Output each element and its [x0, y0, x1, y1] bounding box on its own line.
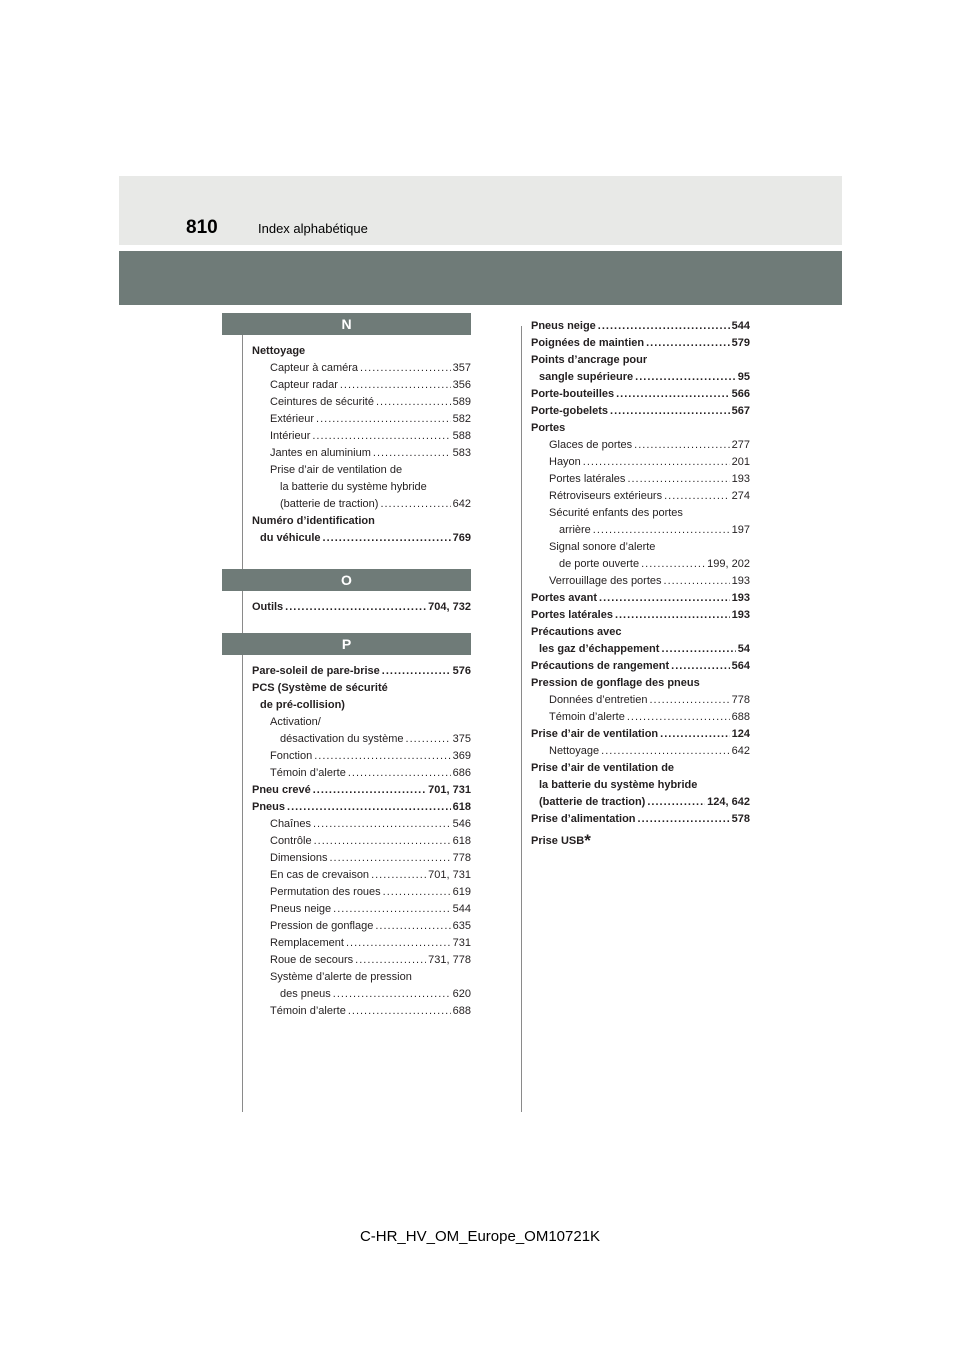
- index-entry: les gaz d’échappement ..... 54: [531, 641, 750, 658]
- index-entry: (batterie de traction) ..... 642: [252, 496, 471, 513]
- index-entry: Porte-bouteilles ..... 566: [531, 386, 750, 403]
- index-entry: Pneus ..... 618: [252, 799, 471, 816]
- page-number: 810: [186, 217, 218, 238]
- index-entry: des pneus ..... 620: [252, 986, 471, 1003]
- index-entry: Chaînes ..... 546: [252, 816, 471, 833]
- section-letter-p: P: [222, 633, 471, 655]
- index-entry: Témoin d’alerte ..... 688: [531, 709, 750, 726]
- index-entry: Pare-soleil de pare-brise ..... 576: [252, 663, 471, 680]
- index-entry: Intérieur ..... 588: [252, 428, 471, 445]
- index-entry: Prise d’alimentation ..... 578: [531, 811, 750, 828]
- header-dark-band: [119, 251, 842, 305]
- index-entry: Capteur radar ..... 356: [252, 377, 471, 394]
- index-entry: Glaces de portes ..... 277: [531, 437, 750, 454]
- index-entry: Données d’entretien ..... 778: [531, 692, 750, 709]
- index-entry: Portes: [531, 422, 566, 434]
- column-divider-right: [521, 326, 522, 1112]
- index-entry: Portes avant ..... 193: [531, 590, 750, 607]
- index-entry: Sécurité enfants des portes: [549, 507, 683, 519]
- index-entry: Précautions avec: [531, 626, 622, 638]
- index-entry: Témoin d’alerte ..... 686: [252, 765, 471, 782]
- index-entry: Ceintures de sécurité ..... 589: [252, 394, 471, 411]
- index-entry: désactivation du système ..... 375: [252, 731, 471, 748]
- index-entry: Nettoyage: [252, 345, 306, 357]
- index-entry: Portes latérales ..... 193: [531, 607, 750, 624]
- index-entry: Signal sonore d’alerte: [549, 541, 656, 553]
- header-band: [119, 176, 842, 245]
- index-entry: la batterie du système hybride: [539, 779, 698, 791]
- index-entry: Outils ..... 704, 732: [252, 599, 471, 616]
- column-divider-left: [242, 326, 243, 1112]
- index-entry: Précautions de rangement ..... 564: [531, 658, 750, 675]
- index-entry: PCS (Système de sécurité: [252, 682, 388, 694]
- index-entry: Pression de gonflage des pneus: [531, 677, 700, 689]
- index-entry: Dimensions ..... 778: [252, 850, 471, 867]
- index-entry: Porte-gobelets ..... 567: [531, 403, 750, 420]
- index-entry: Pneu crevé ..... 701, 731: [252, 782, 471, 799]
- index-entry: Points d’ancrage pour: [531, 354, 648, 366]
- index-entry: Portes latérales ..... 193: [531, 471, 750, 488]
- page-title: Index alphabétique: [258, 221, 368, 236]
- index-entry: Prise d’air de ventilation de: [270, 464, 403, 476]
- index-entry: Activation/: [270, 716, 321, 728]
- index-entry: Roue de secours ..... 731, 778: [252, 952, 471, 969]
- index-entry: Verrouillage des portes ..... 193: [531, 573, 750, 590]
- index-entry: Prise d’air de ventilation ..... 124: [531, 726, 750, 743]
- index-entry: Poignées de maintien ..... 579: [531, 335, 750, 352]
- index-column-left: [252, 313, 471, 1020]
- index-entry: de pré-collision): [260, 699, 345, 711]
- index-entry: Nettoyage ..... 642: [531, 743, 750, 760]
- footnote-asterisk: *: [584, 831, 591, 850]
- index-entry: Rétroviseurs extérieurs ..... 274: [531, 488, 750, 505]
- index-entry: du véhicule ..... 769: [252, 530, 471, 547]
- index-entry: Pneus neige ..... 544: [531, 318, 750, 335]
- index-entry: Prise USB*: [531, 831, 591, 850]
- document-code-footer: C-HR_HV_OM_Europe_OM10721K: [359, 1228, 601, 1245]
- index-entry: arrière ..... 197: [531, 522, 750, 539]
- index-entry: sangle supérieure ..... 95: [531, 369, 750, 386]
- index-entry: Remplacement ..... 731: [252, 935, 471, 952]
- index-entry: la batterie du système hybride: [280, 481, 427, 493]
- index-entry: Jantes en aluminium ..... 583: [252, 445, 471, 462]
- index-column-right: [531, 318, 750, 849]
- index-entry: Numéro d’identification: [252, 515, 375, 527]
- index-entry: Système d’alerte de pression: [270, 971, 412, 983]
- section-letter-o: O: [222, 569, 471, 591]
- section-letter-n: N: [222, 313, 471, 335]
- index-entry: Fonction ..... 369: [252, 748, 471, 765]
- index-entry: Pneus neige ..... 544: [252, 901, 471, 918]
- index-entry: Pression de gonflage ..... 635: [252, 918, 471, 935]
- index-entry: Capteur à caméra ..... 357: [252, 360, 471, 377]
- index-entry: Prise d’air de ventilation de: [531, 762, 675, 774]
- index-entry: En cas de crevaison ..... 701, 731: [252, 867, 471, 884]
- index-entry: (batterie de traction) ..... 124, 642: [531, 794, 750, 811]
- index-entry: Permutation des roues ..... 619: [252, 884, 471, 901]
- index-entry: Témoin d’alerte ..... 688: [252, 1003, 471, 1020]
- index-entry: Hayon ..... 201: [531, 454, 750, 471]
- index-entry: Contrôle ..... 618: [252, 833, 471, 850]
- index-entry: de porte ouverte ..... 199, 202: [531, 556, 750, 573]
- index-entry: Extérieur ..... 582: [252, 411, 471, 428]
